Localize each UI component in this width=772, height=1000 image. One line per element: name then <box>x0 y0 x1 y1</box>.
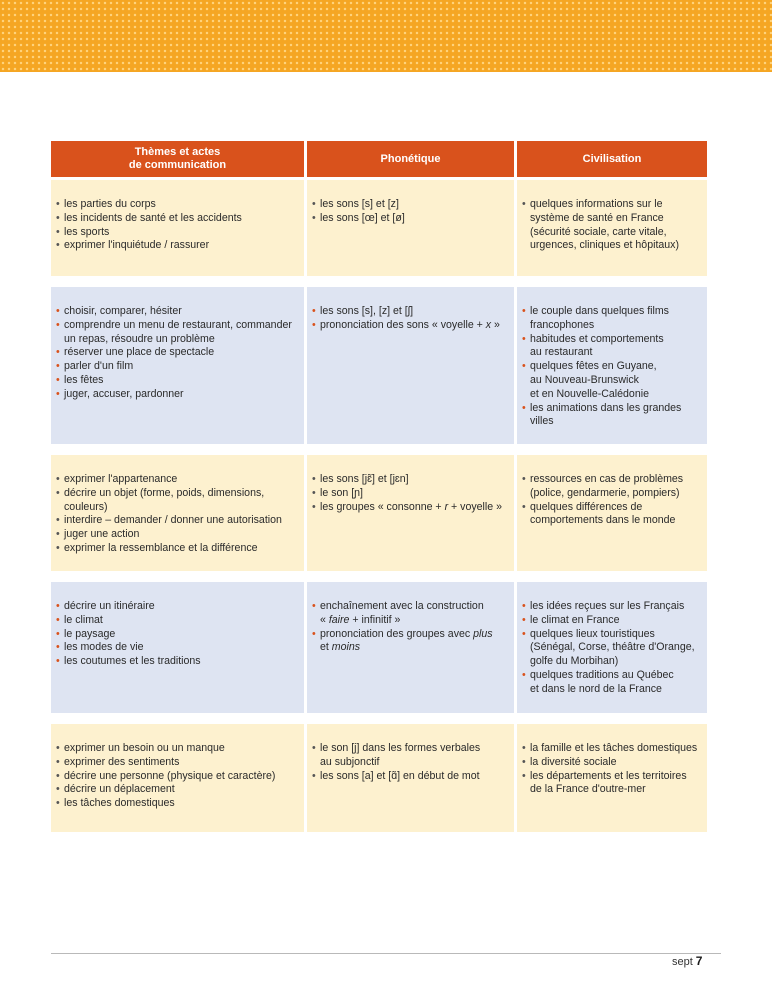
cell-civilisation <box>517 582 707 713</box>
list-item: • quelques traditions au Québec et dans le nord de la France <box>522 668 674 695</box>
list-item: • exprimer l'inquiétude / rassurer <box>56 239 210 252</box>
list-item: • les animations dans les grandes villes <box>522 401 682 428</box>
bullet-icon: • <box>312 486 316 499</box>
curriculum-table <box>51 141 707 843</box>
list-item: • comprendre un menu de restaurant, commander un repas, résoudre un problème <box>56 318 292 345</box>
bullet-icon: • <box>522 755 526 768</box>
list-item: • enchaînement avec la construction « faire + infinitif » <box>312 600 484 626</box>
list-item: • les idées reçues sur les Français <box>522 600 685 612</box>
cell-phonetique <box>307 582 514 713</box>
cell-phonetique <box>307 180 514 276</box>
footer-divider <box>51 953 721 954</box>
list-item: • interdire – demander / donner une autorisation <box>56 514 282 527</box>
list-item: • habitudes et comportements au restaurant <box>522 332 664 359</box>
cell-phonetique <box>307 724 514 832</box>
list-item: • juger une action <box>56 528 140 541</box>
bullet-list <box>521 600 701 697</box>
cell-civilisation <box>517 455 707 571</box>
bullet-icon: • <box>312 305 316 317</box>
bullet-list <box>521 198 701 253</box>
header-civilisation <box>517 141 707 177</box>
bullet-icon: • <box>522 769 526 782</box>
list-item: • le son [ɲ] <box>312 486 363 499</box>
list-item: • exprimer un besoin ou un manque <box>56 742 225 754</box>
list-item: • la famille et les tâches domestiques <box>522 742 698 754</box>
list-item: • les sons [œ] et [ø] <box>312 211 405 224</box>
list-item: • les fêtes <box>56 373 104 386</box>
bullet-icon: • <box>522 401 526 414</box>
bullet-list <box>311 198 508 226</box>
table-row <box>51 582 707 713</box>
list-item: • réserver une place de spectacle <box>56 346 215 359</box>
list-item: • prononciation des groupes avec plus et moins <box>312 627 493 654</box>
list-item: • les sons [a] et [ɑ̃] en début de mot <box>312 769 480 782</box>
list-item: • exprimer la ressemblance et la différence <box>56 541 258 554</box>
list-item: • les sons [jɛ̃] et [jɛn] <box>312 473 409 485</box>
bullet-list <box>55 473 298 556</box>
bullet-list <box>311 600 508 655</box>
list-item: • exprimer l'appartenance <box>56 473 178 485</box>
list-item: • quelques fêtes en Guyane, au Nouveau-Brunswick et en Nouvelle-Calédonie <box>522 360 657 400</box>
list-item: • choisir, comparer, hésiter <box>56 305 182 317</box>
bullet-icon: • <box>522 668 526 681</box>
table-header-row <box>51 141 707 177</box>
table-row <box>51 180 707 276</box>
bullet-icon: • <box>56 600 60 612</box>
bullet-list <box>521 473 701 528</box>
list-item: • les sons [s], [z] et [ʃ] <box>312 305 414 317</box>
list-item: • prononciation des sons « voyelle + x » <box>312 318 500 331</box>
bullet-icon: • <box>522 500 526 513</box>
bullet-list <box>55 600 298 669</box>
bullet-icon: • <box>56 473 60 485</box>
cell-civilisation <box>517 724 707 832</box>
list-item: • décrire une personne (physique et caractère) <box>56 769 276 782</box>
cell-themes <box>51 582 304 713</box>
bullet-icon: • <box>56 211 60 224</box>
cell-themes <box>51 455 304 571</box>
table-row <box>51 455 707 571</box>
bullet-icon: • <box>56 225 60 238</box>
bullet-icon: • <box>56 239 60 252</box>
table-row <box>51 287 707 444</box>
list-item: • le paysage <box>56 627 116 640</box>
list-item: • parler d'un film <box>56 360 134 373</box>
list-item: • exprimer des sentiments <box>56 755 180 768</box>
bullet-icon: • <box>522 613 526 626</box>
list-item: • quelques lieux touristiques (Sénégal, Corse, théâtre d'Orange, golfe du Morbihan) <box>522 627 695 668</box>
bullet-list <box>55 305 298 402</box>
list-item: • la diversité sociale <box>522 755 617 768</box>
cell-phonetique <box>307 287 514 444</box>
header-phonetique <box>307 141 514 177</box>
list-item: • les parties du corps <box>56 198 156 210</box>
bullet-icon: • <box>56 373 60 386</box>
bullet-icon: • <box>522 360 526 373</box>
bullet-list <box>521 742 701 797</box>
bullet-icon: • <box>56 514 60 527</box>
list-item: • les groupes « consonne + r + voyelle » <box>312 500 502 513</box>
header-phonetique-label: Phonétique <box>380 152 441 165</box>
bullet-icon: • <box>312 769 316 782</box>
list-item: • décrire un itinéraire <box>56 600 155 612</box>
list-item: • décrire un déplacement <box>56 783 175 796</box>
bullet-list <box>521 305 701 429</box>
bullet-icon: • <box>522 198 526 210</box>
bullet-icon: • <box>56 360 60 373</box>
table-body <box>51 180 707 832</box>
bullet-icon: • <box>522 332 526 345</box>
list-item: • les sons [s] et [z] <box>312 198 399 210</box>
bullet-icon: • <box>312 198 316 210</box>
cell-civilisation <box>517 180 707 276</box>
list-item: • le climat <box>56 613 103 626</box>
bullet-icon: • <box>56 198 60 210</box>
bullet-icon: • <box>56 346 60 359</box>
bullet-list <box>311 305 508 333</box>
bullet-icon: • <box>56 742 60 754</box>
bullet-list <box>311 473 508 514</box>
bullet-list <box>311 742 508 783</box>
list-item: • les tâches domestiques <box>56 797 175 810</box>
bullet-icon: • <box>522 627 526 640</box>
list-item: • ressources en cas de problèmes (police, gendarmerie, pompiers) <box>522 473 684 499</box>
bullet-icon: • <box>312 500 316 513</box>
bullet-icon: • <box>56 541 60 554</box>
bullet-icon: • <box>312 318 316 331</box>
list-item: • quelques informations sur le système de santé en France (sécurité sociale, carte vitale, urgences, cliniques et hôpitaux) <box>522 198 679 252</box>
list-item: • le climat en France <box>522 613 620 626</box>
page-word: sept <box>672 956 693 968</box>
bullet-icon: • <box>56 655 60 668</box>
bullet-icon: • <box>56 528 60 541</box>
bullet-icon: • <box>56 755 60 768</box>
cell-themes <box>51 724 304 832</box>
cell-themes <box>51 287 304 444</box>
cell-phonetique <box>307 455 514 571</box>
bullet-icon: • <box>522 473 526 485</box>
bullet-icon: • <box>56 318 60 331</box>
list-item: • décrire un objet (forme, poids, dimensions, couleurs) <box>56 486 265 513</box>
bullet-icon: • <box>312 211 316 224</box>
bullet-icon: • <box>56 613 60 626</box>
list-item: • le son [j] dans les formes verbales au subjonctif <box>312 742 481 768</box>
bullet-icon: • <box>522 742 526 754</box>
list-item: • le couple dans quelques films francophones <box>522 305 669 331</box>
cell-civilisation <box>517 287 707 444</box>
bullet-icon: • <box>522 305 526 317</box>
bullet-list <box>55 742 298 811</box>
list-item: • les modes de vie <box>56 641 144 654</box>
cell-themes <box>51 180 304 276</box>
list-item: • les coutumes et les traditions <box>56 655 201 668</box>
page-digit: 7 <box>695 954 703 968</box>
bullet-icon: • <box>312 627 316 640</box>
decorative-top-band <box>0 0 772 72</box>
bullet-icon: • <box>312 600 316 612</box>
header-themes <box>51 141 304 177</box>
list-item: • les incidents de santé et les accidents <box>56 211 242 224</box>
bullet-icon: • <box>56 797 60 810</box>
list-item: • les départements et les territoires de la France d'outre-mer <box>522 769 687 796</box>
bullet-icon: • <box>522 600 526 612</box>
table-row <box>51 724 707 832</box>
bullet-icon: • <box>56 627 60 640</box>
bullet-list <box>55 198 298 253</box>
bullet-icon: • <box>312 742 316 754</box>
bullet-icon: • <box>56 305 60 317</box>
page-number <box>672 954 702 968</box>
header-themes-label: Thèmes et actes de communication <box>128 146 227 171</box>
list-item: • juger, accuser, pardonner <box>56 387 184 400</box>
bullet-icon: • <box>56 387 60 400</box>
list-item: • les sports <box>56 225 110 238</box>
bullet-icon: • <box>56 641 60 654</box>
bullet-icon: • <box>56 486 60 499</box>
bullet-icon: • <box>56 769 60 782</box>
bullet-icon: • <box>312 473 316 485</box>
list-item: • quelques différences de comportements dans le monde <box>522 500 676 527</box>
header-civilisation-label: Civilisation <box>582 152 642 165</box>
bullet-icon: • <box>56 783 60 796</box>
